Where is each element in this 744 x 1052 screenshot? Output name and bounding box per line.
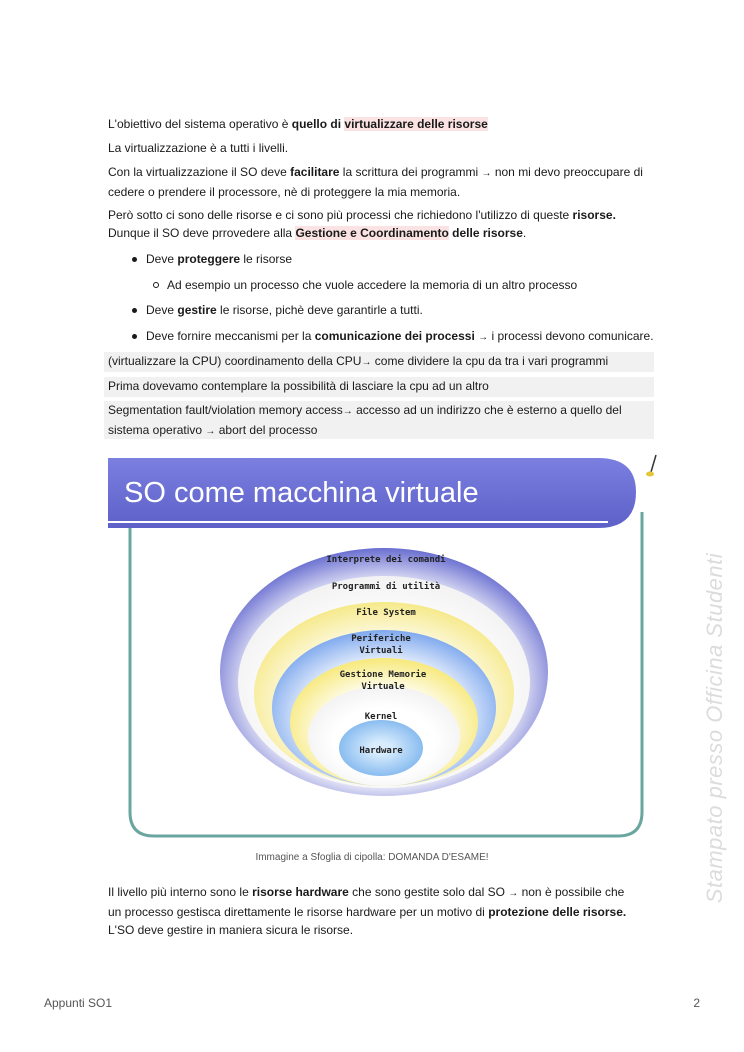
arrow-icon: → [481,168,492,179]
onion-diagram-svg [104,452,670,842]
paragraph-levels [108,139,656,157]
bullet-icon [132,308,137,313]
text: . [522,226,527,240]
list-item [146,250,292,268]
text: le risorse, pichè deve garantirle a tutti. [216,303,423,317]
bullet-icon [132,334,137,339]
callout-block [104,352,654,372]
layer-label: File System [356,608,416,618]
bold-text: protezione delle risorse. [488,905,627,919]
text: non mi devo preoccupare di cedere o prendere il processore, nè di proteggere la mia memoria. [108,165,643,199]
text: la scrittura dei programmi [339,165,482,179]
paragraph-hardware [108,883,640,939]
text: come dividere la cpu da tra i vari programmi [371,354,609,368]
paragraph-objective [108,115,656,133]
layer-label: Programmi di utilità [331,582,441,592]
onion-diagram [104,452,670,842]
text: le risorse [240,252,293,266]
bold-text: delle risorse [452,226,523,240]
figure-caption: Immagine a Sfoglia di cipolla: DOMANDA D'ESAME! [255,852,489,863]
layer-label: Interprete dei comandi [326,555,446,565]
list-item [146,301,423,319]
paragraph-resources [108,206,656,242]
highlight-text: Gestione e Coordinamento [295,226,449,240]
sub-bullet-icon [153,282,159,288]
layer-label: Kernel [364,712,398,722]
arrow-icon: → [478,332,489,343]
layer-label: Hardware [359,746,403,756]
text: Deve fornire meccanismi per la [146,329,315,343]
callout-block [104,377,654,397]
bold-text: facilitare [290,165,340,179]
paragraph-facilitate [108,163,656,201]
list-item [146,327,654,347]
arrow-icon: → [361,357,372,368]
text: Ad esempio un processo che vuole accedere la memoria di un altro processo [167,278,578,292]
watermark: Stampato presso Officina Studenti [702,552,727,904]
text: (virtualizzare la CPU) coordinamento della CPU [108,354,362,368]
footer-title: Appunti SO1 [44,996,113,1010]
bold-text: comunicazione dei processi [314,329,475,343]
text: Segmentation fault/violation memory access [108,403,343,417]
list-item [167,276,577,294]
bullet-icon [132,257,137,262]
bold-text: risorse. [572,208,616,222]
arrow-icon: → [508,888,519,899]
text: L'SO deve gestire in maniera sicura le risorse. [108,923,354,937]
text: Prima dovevamo contemplare la possibilità di lasciare la cpu ad un altro [108,379,489,393]
text: Con la virtualizzazione il SO deve [108,165,291,179]
text: Però sotto ci sono delle risorse e ci sono più processi che richiedono l'utilizzo di queste [108,208,573,222]
bold-text: proteggere [177,252,241,266]
callout-block [104,401,654,439]
bold-text: gestire [177,303,217,317]
bold-text: quello di [291,117,345,131]
highlight-text: virtualizzare delle risorse [344,117,488,131]
bold-text: risorse hardware [252,885,349,899]
text: accesso ad un indirizzo che è esterno a quello del sistema operativo [108,403,622,437]
page-number: 2 [693,996,700,1010]
text: L'obiettivo del sistema operativo è [108,117,292,131]
arrow-icon: → [205,426,216,437]
layer-label: Gestione Memorie Virtuale [339,670,427,692]
layer-label: Periferiche Virtuali [351,634,411,656]
pen-icon [646,455,656,477]
text: Il livello più interno sono le [108,885,253,899]
text: che sono gestite solo dal SO [348,885,509,899]
text: abort del processo [215,423,318,437]
text: Dunque il SO deve prrovedere alla [108,226,296,240]
text: non è possibile che un processo gestisca direttamente le risorse hardware per un motivo di [108,885,625,919]
text: La virtualizzazione è a tutti i livelli. [108,141,289,155]
figure-title: SO come macchina virtuale [124,477,479,509]
arrow-icon: → [342,406,353,417]
text: Deve [146,303,178,317]
text: i processi devono comunicare. [488,329,654,343]
text: Deve [146,252,178,266]
